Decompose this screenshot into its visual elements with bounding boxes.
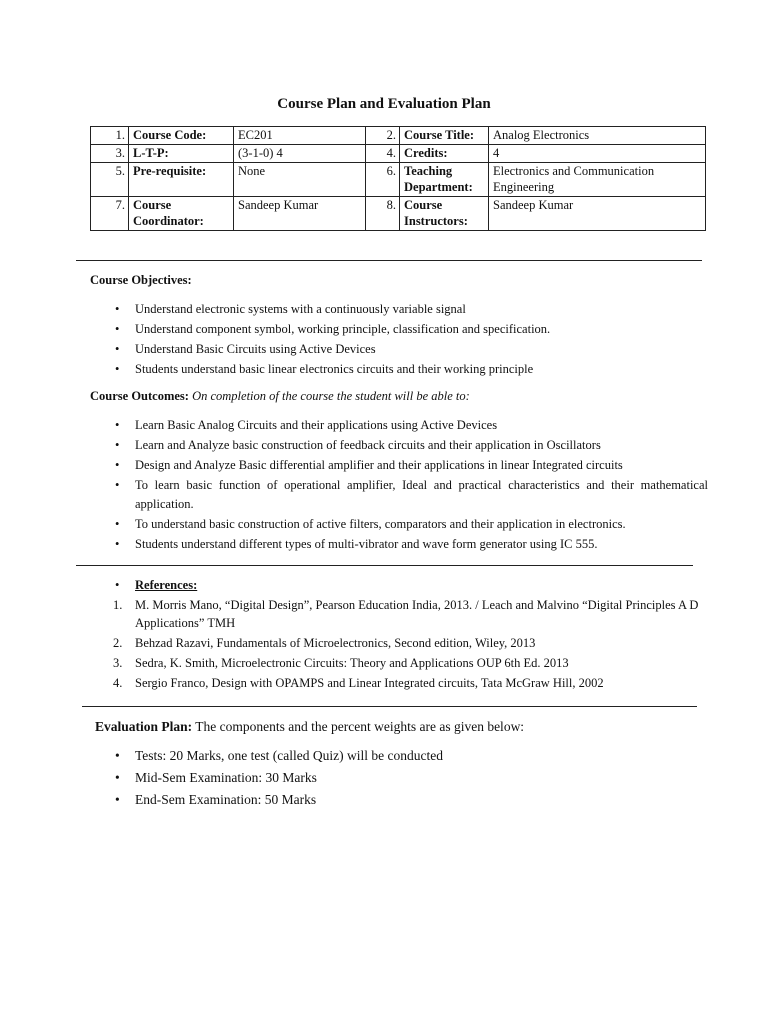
divider xyxy=(76,260,702,261)
list-item xyxy=(90,767,713,789)
references-list xyxy=(90,596,708,692)
divider xyxy=(82,706,697,707)
list-item-text: To learn basic function of operational amplifier, Ideal and practical characteristics and their mathematical application. xyxy=(135,477,708,511)
references-section xyxy=(90,576,708,692)
field-label: Teaching Department: xyxy=(400,163,489,197)
row-number: 5. xyxy=(91,163,129,197)
list-item xyxy=(90,476,708,514)
list-item xyxy=(90,789,713,811)
evaluation-intro: The components and the percent weights are as given below: xyxy=(195,719,525,734)
reference-text: M. Morris Mano, “Digital Design”, Pearson Education India, 2013. / Leach and Malvino “Digital Principles A D Applications” TMH xyxy=(135,598,699,630)
objectives-section xyxy=(90,272,708,379)
bullet-icon: • xyxy=(115,516,120,531)
list-item xyxy=(90,674,708,692)
list-item-text: Students understand basic linear electronics circuits and their working principle xyxy=(135,361,534,376)
field-label: Course Code: xyxy=(129,127,234,145)
field-value: 4 xyxy=(489,145,706,163)
field-label: L-T-P: xyxy=(129,145,234,163)
row-number: 3. xyxy=(91,145,129,163)
objectives-list xyxy=(90,299,708,379)
field-label: Credits: xyxy=(400,145,489,163)
list-item xyxy=(90,339,708,359)
objectives-heading: Course Objectives: xyxy=(90,273,192,287)
bullet-icon: • xyxy=(115,791,120,807)
evaluation-section xyxy=(95,718,713,811)
field-value: Sandeep Kumar xyxy=(489,197,706,231)
outcomes-intro: On completion of the course the student will be able to: xyxy=(192,389,470,403)
bullet-icon: • xyxy=(115,477,120,492)
reference-number: 3. xyxy=(113,656,123,670)
reference-text: Sergio Franco, Design with OPAMPS and Linear Integrated circuits, Tata McGraw Hill, 2002 xyxy=(135,676,604,690)
list-item xyxy=(90,515,708,534)
evaluation-list xyxy=(90,745,713,811)
divider xyxy=(76,565,693,566)
row-number: 4. xyxy=(366,145,400,163)
list-item xyxy=(90,745,713,767)
bullet-icon: • xyxy=(115,769,120,785)
row-number: 2. xyxy=(366,127,400,145)
course-info-table xyxy=(90,126,706,231)
list-item xyxy=(90,436,708,455)
list-item xyxy=(90,535,708,554)
list-item-text: Mid-Sem Examination: 30 Marks xyxy=(135,769,317,785)
evaluation-heading-line xyxy=(95,718,713,737)
reference-number: 4. xyxy=(113,676,123,690)
field-value: EC201 xyxy=(234,127,366,145)
reference-text: Behzad Razavi, Fundamentals of Microelectronics, Second edition, Wiley, 2013 xyxy=(135,636,536,650)
bullet-icon: • xyxy=(115,536,120,551)
field-value: Electronics and Communication Engineering xyxy=(489,163,706,197)
evaluation-heading: Evaluation Plan: xyxy=(95,719,193,734)
reference-number: 1. xyxy=(113,598,123,612)
field-value: Sandeep Kumar xyxy=(234,197,366,231)
list-item xyxy=(90,596,708,632)
references-heading: References: xyxy=(135,578,198,592)
field-value: (3-1-0) 4 xyxy=(234,145,366,163)
table-row xyxy=(91,145,706,163)
outcomes-heading-line xyxy=(90,388,708,406)
field-label: Course Instructors: xyxy=(400,197,489,231)
list-item xyxy=(90,319,708,339)
references-heading-list xyxy=(90,576,708,594)
table-row xyxy=(91,163,706,197)
list-item-text: Learn and Analyze basic construction of feedback circuits and their application in Oscillators xyxy=(135,437,601,452)
list-item-text: Tests: 20 Marks, one test (called Quiz) will be conducted xyxy=(135,747,443,763)
outcomes-list xyxy=(90,416,708,554)
page-title: Course Plan and Evaluation Plan xyxy=(277,96,491,112)
list-item xyxy=(90,654,708,672)
bullet-icon: • xyxy=(115,417,120,432)
list-item-text: Design and Analyze Basic differential amplifier and their applications in linear Integrated circuits xyxy=(135,457,623,472)
bullet-icon: • xyxy=(115,437,120,452)
list-item-text: Learn Basic Analog Circuits and their applications using Active Devices xyxy=(135,417,498,432)
row-number: 6. xyxy=(366,163,400,197)
field-value: Analog Electronics xyxy=(489,127,706,145)
list-item xyxy=(90,576,708,594)
bullet-icon: • xyxy=(115,361,120,376)
bullet-icon: • xyxy=(115,301,120,316)
field-value: None xyxy=(234,163,366,197)
field-label: Pre-requisite: xyxy=(129,163,234,197)
field-label: Course Coordinator: xyxy=(129,197,234,231)
row-number: 7. xyxy=(91,197,129,231)
list-item-text: Understand Basic Circuits using Active Devices xyxy=(135,341,376,356)
outcomes-heading: Course Outcomes: xyxy=(90,389,189,403)
row-number: 1. xyxy=(91,127,129,145)
bullet-icon: • xyxy=(115,578,120,592)
list-item xyxy=(90,634,708,652)
list-item xyxy=(90,456,708,475)
list-item xyxy=(90,299,708,319)
list-item-text: Understand electronic systems with a continuously variable signal xyxy=(135,301,466,316)
list-item-text: To understand basic construction of active filters, comparators and their application in electronics. xyxy=(135,516,626,531)
bullet-icon: • xyxy=(115,747,120,763)
reference-text: Sedra, K. Smith, Microelectronic Circuits: Theory and Applications OUP 6th Ed. 2013 xyxy=(135,656,569,670)
bullet-icon: • xyxy=(115,341,120,356)
list-item xyxy=(90,359,708,379)
bullet-icon: • xyxy=(115,457,120,472)
table-row xyxy=(91,127,706,145)
list-item-text: Students understand different types of multi-vibrator and wave form generator using IC 555. xyxy=(135,536,598,551)
bullet-icon: • xyxy=(115,321,120,336)
field-label: Course Title: xyxy=(400,127,489,145)
list-item-text: End-Sem Examination: 50 Marks xyxy=(135,791,317,807)
table-row xyxy=(91,197,706,231)
outcomes-section xyxy=(90,388,708,554)
list-item-text: Understand component symbol, working principle, classification and specification. xyxy=(135,321,551,336)
list-item xyxy=(90,416,708,435)
row-number: 8. xyxy=(366,197,400,231)
reference-number: 2. xyxy=(113,636,123,650)
